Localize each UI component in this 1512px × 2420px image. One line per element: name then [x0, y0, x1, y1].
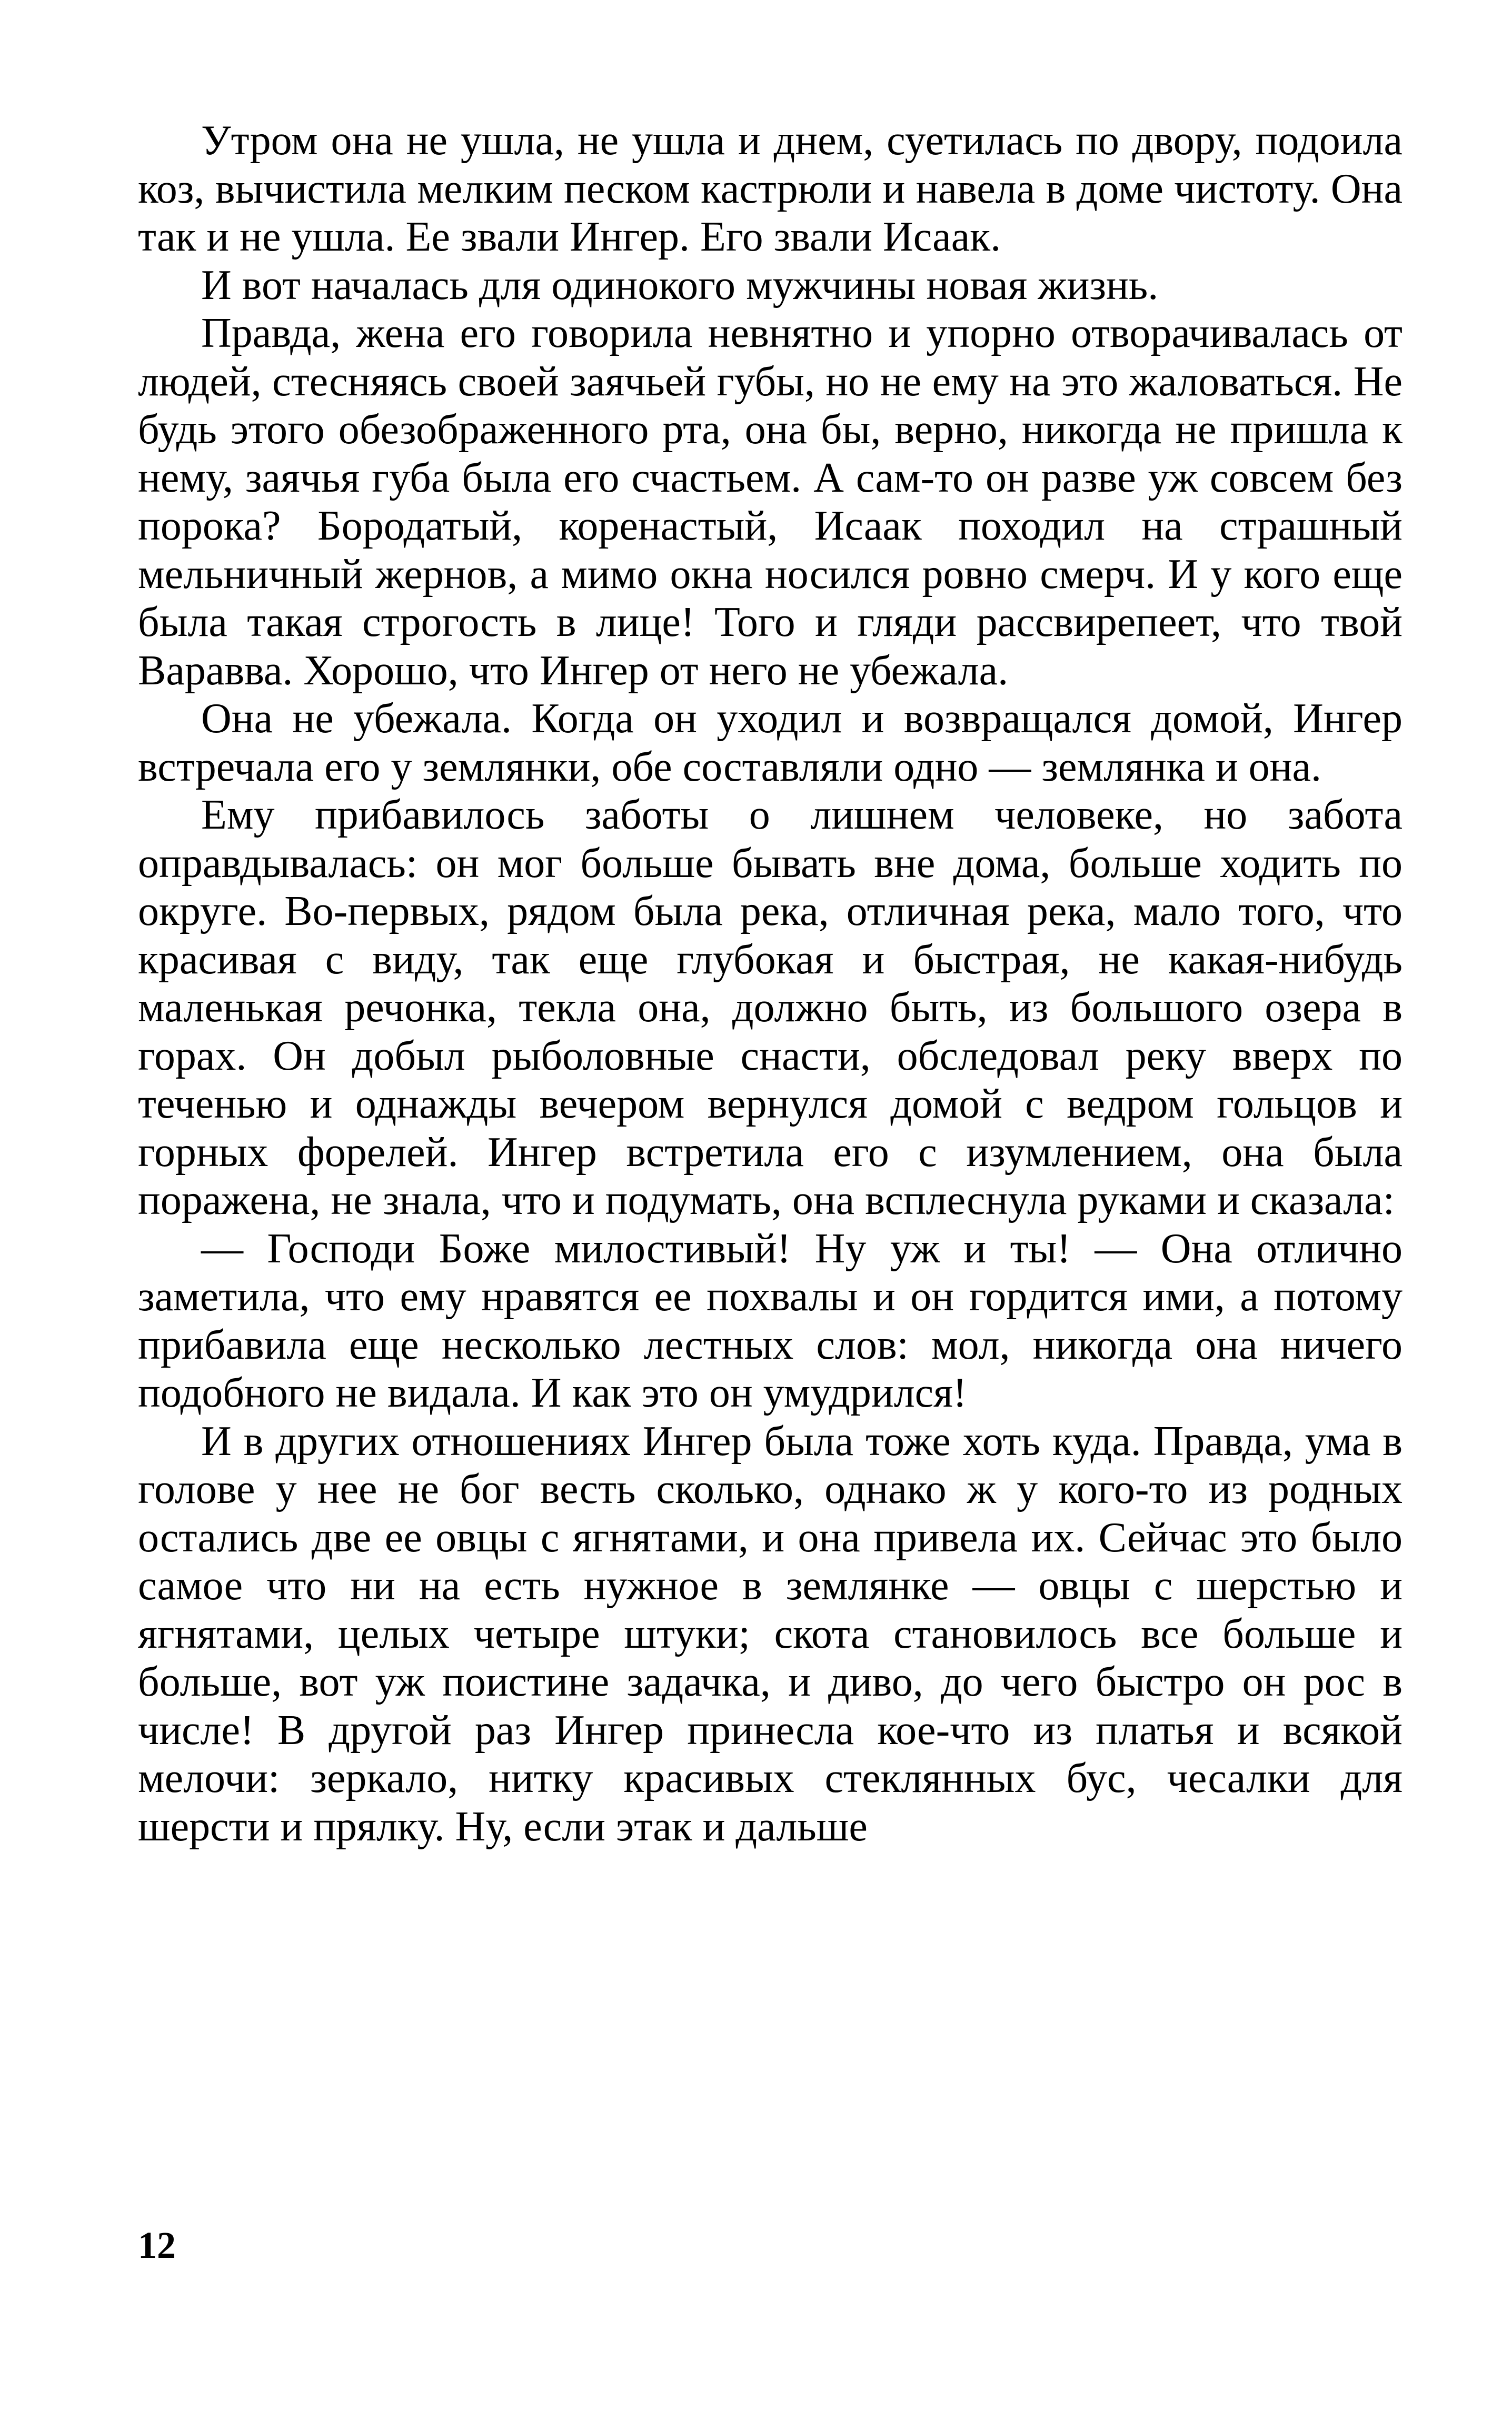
- paragraph: Ему прибавилось заботы о лишнем человеке, но забота оправдывалась: он мог больше бывать вне дома, больше ходить по округе. Во-первых, рядом была река, отличная река, мало того, что красивая с виду, так еще глубокая и быстрая, не какая-нибудь маленькая речонка, текла она, должно быть, из большого озера в горах. Он добыл рыболовные снасти, обследовал реку вверх по теченью и однажды вечером вернулся домой с ведром гольцов и горных форелей. Ингер встретила его с изумлением, она была поражена, не знала, что и подумать, она всплеснула руками и сказала:: [138, 792, 1402, 1223]
- paragraph: Правда, жена его говорила невнятно и упорно отворачивалась от людей, стесняясь своей заячьей губы, но не ему на это жаловаться. Не будь этого обезображенного рта, она бы, верно, никогда не пришла к нему, заячья губа была его счастьем. А сам-то он разве уж совсем без порока? Бородатый, коренастый, Исаак походил на страшный мельничный жернов, а мимо окна носился ровно смерч. И у кого еще была такая строгость в лице! Того и гляди рассвирепеет, что твой Варавва. Хорошо, что Ингер от него не убежала.: [138, 310, 1402, 694]
- paragraph: — Господи Боже милостивый! Ну уж и ты! — Она отлично заметила, что ему нравятся ее похвалы и он гордится ими, а потому прибавила еще несколько лестных слов: мол, никогда она ничего подобного не видала. И как это он умудрился!: [138, 1225, 1402, 1416]
- body-text: [138, 117, 1402, 1851]
- page-number: 12: [138, 2224, 176, 2266]
- paragraph: И в других отношениях Ингер была тоже хоть куда. Правда, ума в голове у нее не бог весть сколько, однако ж у кого-то из родных остались две ее овцы с ягнятами, и она привела их. Сейчас это было самое что ни на есть нужное в землянке — овцы с шерстью и ягнятами, целых четыре штуки; скота становилось все больше и больше, вот уж поистине задачка, и диво, до чего быстро он рос в числе! В другой раз Ингер принесла кое-что из платья и всякой мелочи: зеркало, нитку красивых стеклянных бус, чесалки для шерсти и прялку. Ну, если этак и дальше: [138, 1418, 1402, 1850]
- paragraph: Утром она не ушла, не ушла и днем, суетилась по двору, подоила коз, вычистила мелким песком кастрюли и навела в доме чистоту. Она так и не ушла. Ее звали Ингер. Его звали Исаак.: [138, 117, 1402, 260]
- paragraph: Она не убежала. Когда он уходил и возвращался домой, Ингер встречала его у землянки, обе составляли одно — землянка и она.: [138, 695, 1402, 790]
- paragraph: И вот началась для одинокого мужчины новая жизнь.: [201, 262, 1159, 308]
